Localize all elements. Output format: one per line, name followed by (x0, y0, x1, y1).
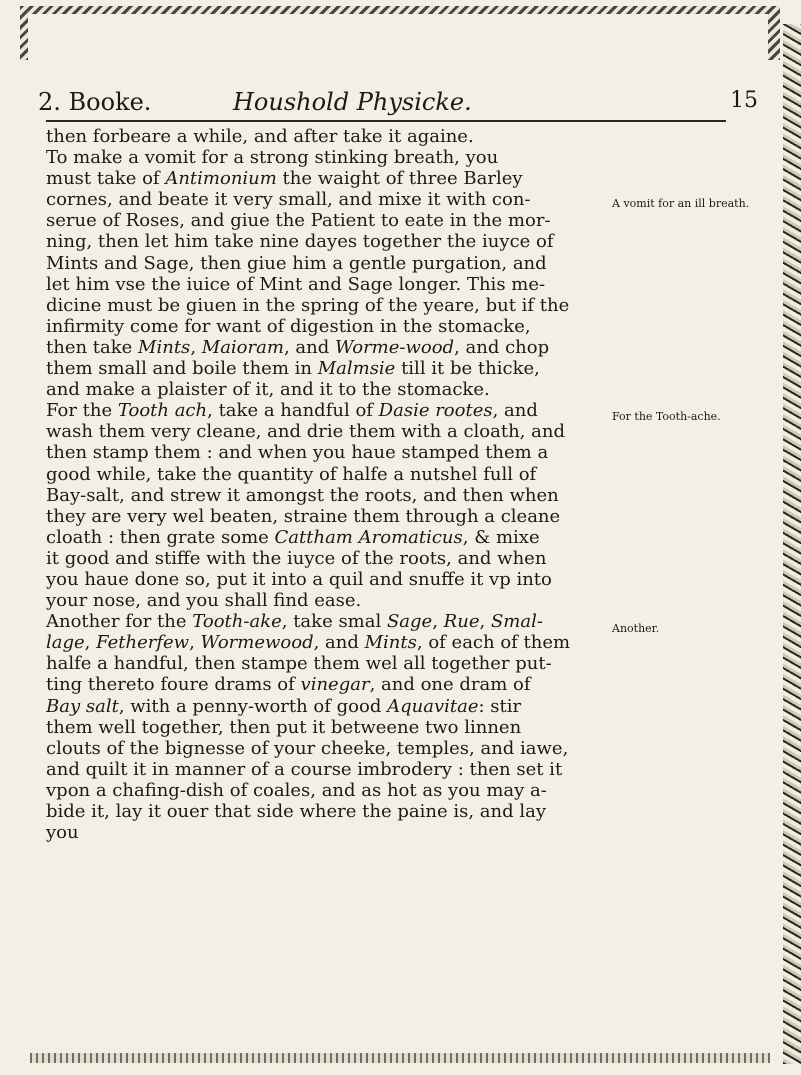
text-run: them well together, then put it betweene two linnen (46, 716, 522, 738)
text-line (46, 653, 676, 674)
text-run: good while, take the quantity of halfe a nutshel full of (46, 463, 537, 485)
text-line (46, 379, 676, 400)
italic-term: Wormewood (200, 632, 314, 654)
decorative-border-bottom (30, 1053, 770, 1063)
text-line (46, 632, 676, 653)
italic-term: Tooth-ake (192, 611, 282, 633)
text-run: , and (313, 632, 365, 654)
margin-note-tooth-ache: For the Tooth-ache. (612, 410, 721, 423)
text-run: clouts of the bignesse of your cheeke, temples, and iawe, (46, 737, 569, 759)
italic-term: Bay salt (46, 695, 119, 717)
text-line (46, 358, 676, 379)
text-run: and quilt it in manner of a course imbrodery : then set it (46, 758, 563, 780)
text-run: then forbeare a while, and after take it againe. (46, 126, 474, 147)
text-line (46, 231, 676, 252)
text-run: , and (492, 400, 538, 422)
text-line (46, 527, 676, 548)
book-section-label: 2. Booke. (38, 88, 152, 116)
margin-note-another: Another. (612, 622, 660, 635)
italic-term: Cattham (274, 526, 353, 548)
text-line (46, 442, 676, 463)
text-run: Another for the (46, 611, 193, 633)
text-line (46, 590, 676, 611)
text-run: , and chop (454, 336, 550, 358)
italic-term: Smal- (490, 611, 543, 633)
text-line (46, 168, 676, 189)
text-run: halfe a handful, then stampe them wel all together put- (46, 653, 552, 675)
text-line (46, 210, 676, 231)
text-line (46, 780, 676, 801)
text-line (46, 506, 676, 527)
italic-term: Malmsie (317, 358, 396, 380)
italic-term: Aromaticus (358, 526, 463, 548)
text-run: your nose, and you shall find ease. (46, 590, 362, 612)
italic-term: Maioram (201, 336, 284, 358)
text-run: you (46, 822, 79, 844)
text-run: , (190, 336, 202, 358)
decorative-border-right (783, 24, 801, 1064)
text-run: they are very wel beaten, straine them through a cleane (46, 505, 561, 527)
italic-term: Aquavitae (387, 695, 479, 717)
italic-term: Mints (138, 336, 191, 358)
italic-term: lage (46, 632, 85, 654)
text-run: serue of Roses, and giue the Patient to eate in the mor- (46, 210, 551, 232)
text-run: Mints and Sage, then giue him a gentle purgation, and (46, 252, 547, 274)
running-header (38, 78, 758, 124)
text-line (46, 822, 676, 843)
text-line (46, 569, 676, 590)
italic-term: Sage (386, 611, 433, 633)
page-margin-top (28, 14, 768, 60)
text-run: cornes, and beate it very small, and mixe it with con- (46, 189, 531, 211)
text-run: ning, then let him take nine dayes together the iuyce of (46, 231, 554, 253)
text-run: the waight of three Barley (276, 168, 523, 190)
italic-term: Worme-wood (334, 336, 455, 358)
text-run: cloath : then grate some (46, 526, 275, 548)
text-line (46, 147, 676, 168)
text-run: : stir (478, 695, 522, 717)
text-line (46, 253, 676, 274)
text-line (46, 801, 676, 822)
text-line (46, 400, 676, 421)
text-line (46, 611, 676, 632)
body-text (46, 126, 676, 843)
italic-term: Antimonium (165, 168, 277, 190)
text-run: you haue done so, put it into a quil and snuffe it vp into (46, 568, 552, 590)
page-number: 15 (730, 88, 758, 113)
italic-term: vinegar (300, 674, 370, 696)
italic-term: Rue (443, 611, 480, 633)
running-title: Houshold Physicke. (233, 88, 472, 116)
text-run: infirmity come for want of digestion in the stomacke, (46, 315, 531, 337)
text-line (46, 485, 676, 506)
text-run: vpon a chafing-dish of coales, and as hot as you may a- (46, 779, 547, 801)
text-run: , and (283, 336, 335, 358)
text-run: To make a vomit for a strong stinking breath, you (46, 147, 499, 169)
text-line (46, 295, 676, 316)
text-line (46, 316, 676, 337)
text-line (46, 464, 676, 485)
text-run: it good and stiffe with the iuyce of the roots, and when (46, 547, 547, 569)
text-run: , & mixe (462, 526, 540, 548)
text-line (46, 717, 676, 738)
text-line (46, 548, 676, 569)
text-run: dicine must be giuen in the spring of the yeare, but if the (46, 294, 570, 316)
text-line (46, 696, 676, 717)
text-run: , and one dram of (369, 674, 531, 696)
italic-term: Fetherfew (96, 632, 190, 654)
text-run: For the (46, 400, 118, 422)
text-run: Bay-salt, and strew it amongst the roots, and then when (46, 484, 559, 506)
text-run: must take of (46, 168, 166, 190)
text-run: till it be thicke, (395, 358, 540, 380)
margin-note-vomit: A vomit for an ill breath. (612, 197, 750, 210)
text-run: , of each of them (416, 632, 571, 654)
text-run: , with a penny-worth of good (118, 695, 388, 717)
text-run: , (479, 611, 491, 633)
text-run: , take a handful of (207, 400, 379, 422)
italic-term: Mints (364, 632, 417, 654)
text-run: then stamp them : and when you haue stamped them a (46, 442, 549, 464)
text-line (46, 189, 676, 210)
text-run: , (189, 632, 201, 654)
text-run: ting thereto foure drams of (46, 674, 301, 696)
text-run: let him vse the iuice of Mint and Sage longer. This me- (46, 273, 546, 295)
text-line (46, 738, 676, 759)
italic-term: Dasie rootes (378, 400, 493, 422)
text-line (46, 274, 676, 295)
text-line (46, 337, 676, 358)
header-rule (46, 120, 726, 122)
text-line (46, 421, 676, 442)
italic-term: Tooth ach (117, 400, 208, 422)
text-line (46, 126, 676, 147)
text-run: , take smal (281, 611, 387, 633)
text-line (46, 759, 676, 780)
text-run: , (84, 632, 97, 654)
text-line (46, 674, 676, 695)
text-run: and make a plaister of it, and it to the stomacke. (46, 379, 490, 401)
text-run: wash them very cleane, and drie them with a cloath, and (46, 421, 565, 443)
text-run: them small and boile them in (46, 358, 318, 380)
text-run: then take (46, 336, 139, 358)
text-run: bide it, lay it ouer that side where the paine is, and lay (46, 801, 546, 822)
text-run: , (432, 611, 444, 633)
